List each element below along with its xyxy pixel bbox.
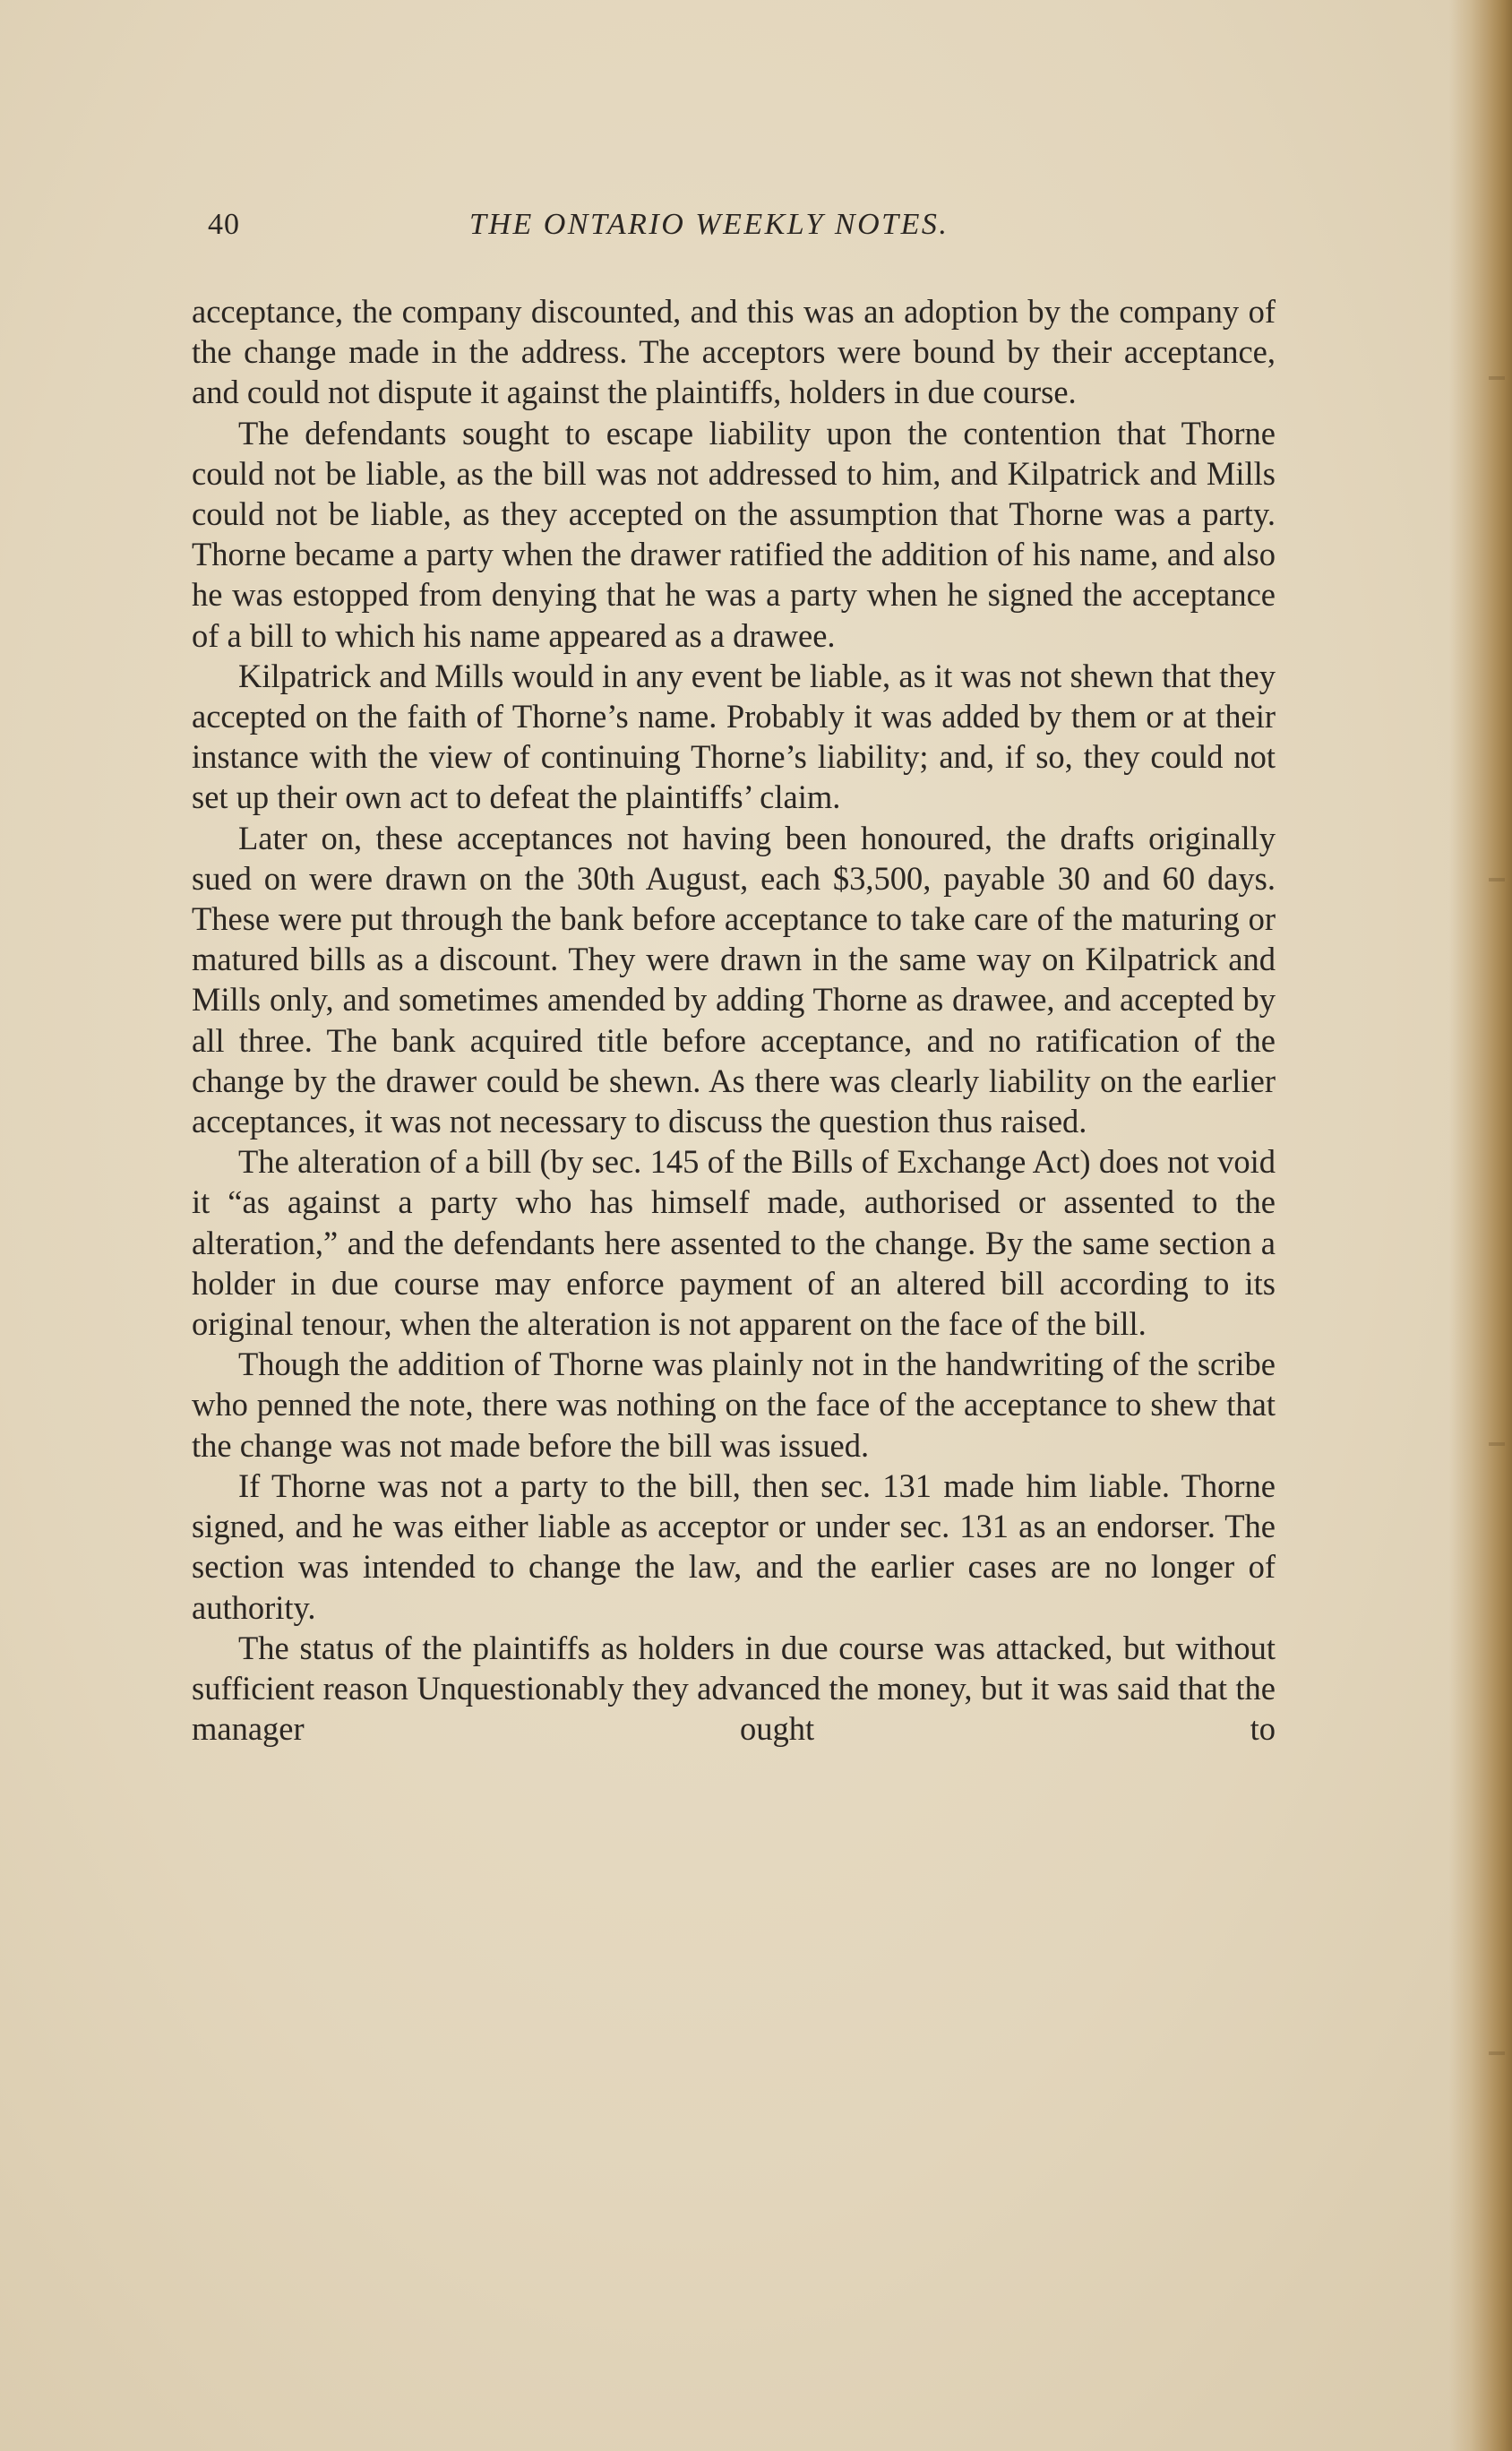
body-text <box>192 291 1276 1749</box>
edge-mark <box>1489 1442 1505 1446</box>
paragraph: Kilpatrick and Mills would in any event be liable, as it was not shewn that they accepted on the faith of Thorne’s name. Probably it was added by them or at their instance with the view of continuing Thorne’s liability; and, if so, they could not set up their own act to defeat the plaintiffs’ claim. <box>192 657 1276 816</box>
edge-mark <box>1489 878 1505 882</box>
running-head: THE ONTARIO WEEKLY NOTES. <box>469 208 949 241</box>
paragraph: Though the addition of Thorne was plainly not in the handwriting of the scribe who penned the note, there was nothing on the face of the acceptance to shew that the change was not made before the bill was issued. <box>192 1346 1276 1464</box>
page-edge <box>1449 0 1512 2451</box>
edge-mark <box>1489 376 1505 380</box>
page-number: 40 <box>208 208 240 241</box>
paragraph: acceptance, the company discounted, and this was an adoption by the company of the change made in the address. The acceptors were bound by their acceptance, and could not dispute it against the plaintiffs, holders in due course. <box>192 293 1276 411</box>
paragraph: If Thorne was not a party to the bill, then sec. 131 made him liable. Thorne signed, and he was either liable as acceptor or under sec. 131 as an endorser. The section was intended to change the law, and the earlier cases are no longer of authority. <box>192 1466 1276 1626</box>
paragraph: The defendants sought to escape liability upon the contention that Thorne could not be liable, as the bill was not addressed to him, and Kilpatrick and Mills could not be liable, as they accepted on the assumption that Thorne was a party. Thorne became a party when the drawer ratified the addition of his name, and also he was estopped from denying that he was a party when he signed the acceptance of a bill to which his name appeared as a drawee. <box>192 414 1276 654</box>
paragraph: Later on, these acceptances not having been honoured, the drafts originally sued on were drawn on the 30th August, each $3,500, payable 30 and 60 days. These were put through the bank before acceptance to take care of the maturing or matured bills as a discount. They were drawn in the same way on Kilpatrick and Mills only, and sometimes amended by adding Thorne as drawee, and accepted by all three. The bank acquired title before acceptance, and no ratification of the change by the drawer could be shewn. As there was clearly liability on the earlier acceptances, it was not necessary to discuss the question thus raised. <box>192 819 1276 1140</box>
edge-mark <box>1489 2051 1505 2055</box>
paragraph: The alteration of a bill (by sec. 145 of the Bills of Exchange Act) does not void it “as against a party who has himself made, authorised or assented to the alteration,” and the defendants here assented to the change. By the same section a holder in due course may enforce payment of an altered bill according to its original tenour, when the alteration is not apparent on the face of the bill. <box>192 1143 1276 1343</box>
page-header <box>208 208 1014 253</box>
paragraph: The status of the plaintiffs as holders in due course was attacked, but without sufficient reason Unquestionably they advanced the money, but it was said that the manager ought to <box>192 1629 1276 1748</box>
